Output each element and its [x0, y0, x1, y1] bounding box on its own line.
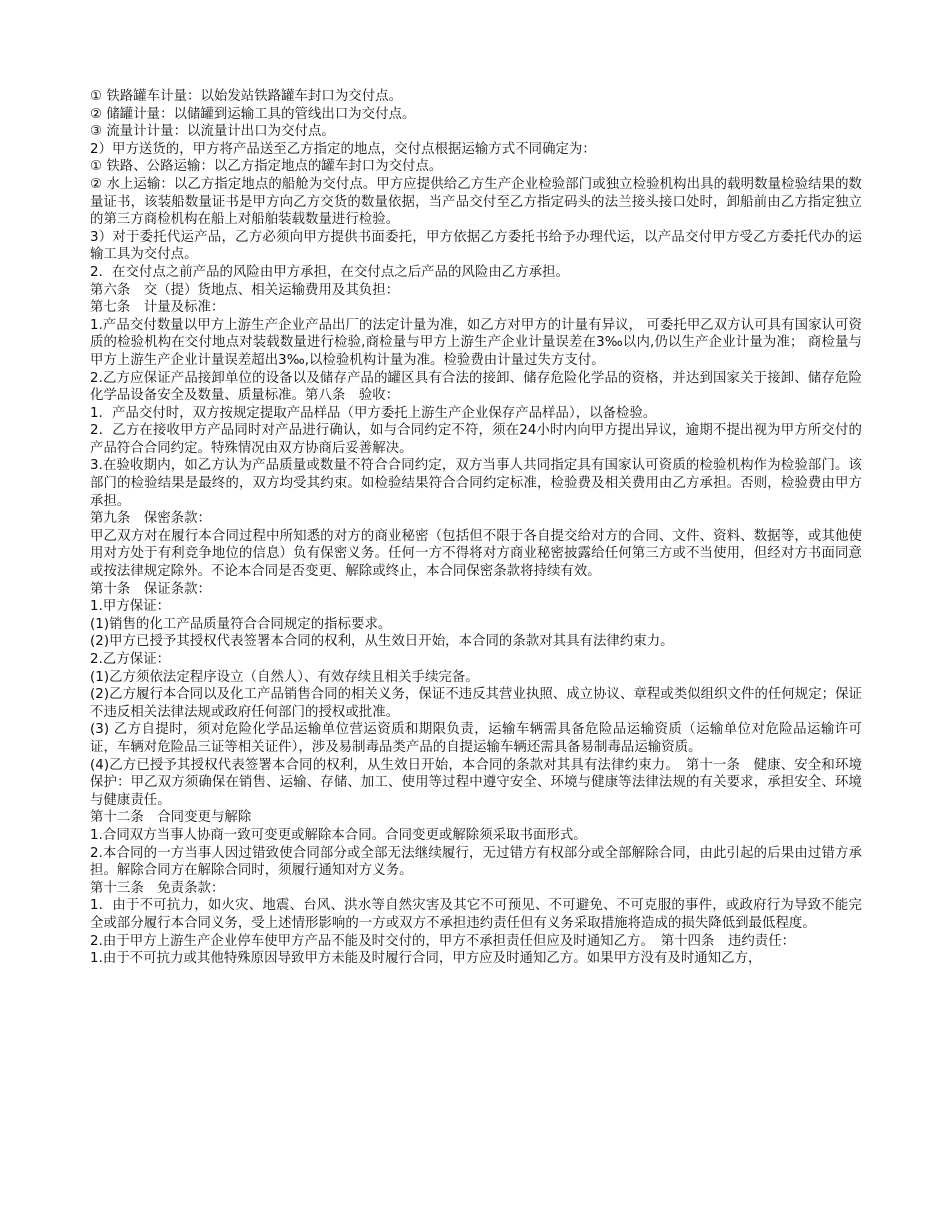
article-6-heading: 第六条 交（提）货地点、相关运输费用及其负担：: [90, 282, 400, 298]
article-13-heading: 第十三条 免责条款：: [90, 880, 225, 896]
party-a-warranty-2: (2)甲方已授予其授权代表签署本合同的权利，从生效日开始，本合同的条款对其具有法律约束力。: [90, 634, 674, 650]
party-b-warranty-4: (4)乙方已授予其授权代表签署本合同的权利，从生效日开始，本合同的条款对其具有法律约束力。 第十一条 健康、安全和环境保护：甲乙双方须确保在销售、运输、存储、加工、使用等过程中遵守安全、环境与健康等法律法规的有关要求，承担安全、环境与健康责任。: [90, 757, 862, 808]
acceptance-paragraph-2: 2．乙方在接收甲方产品同时对产品进行确认，如与合同约定不符，须在24小时内向甲方提出异议，逾期不提出视为甲方所交付的产品符合合同约定。特殊情况由双方协商后妥善解决。: [90, 423, 862, 456]
article-7-heading: 第七条 计量及标准：: [90, 300, 225, 316]
change-paragraph-1: 1.合同双方当事人协商一致可变更或解除本合同。合同变更或解除须采取书面形式。: [90, 827, 587, 843]
article-12-heading: 第十二条 合同变更与解除: [90, 810, 252, 826]
text-line-2: ② 储罐计量：以储罐到运输工具的管线出口为交付点。: [90, 106, 416, 122]
liability-paragraph-1: 1.由于不可抗力或其他特殊原因导致甲方未能及时履行合同，甲方应及时通知乙方。如果甲方没有及时通知乙方，: [90, 951, 762, 967]
consigned-transport-paragraph: 3）对于委托代运产品，乙方必须向甲方提供书面委托，甲方依据乙方委托书给予办理代运，以产品交付甲方受乙方委托代办的运输工具为交付点。: [90, 229, 862, 263]
party-b-warranty-1: (1)乙方须依法定程序设立（自然人）、有效存续且相关手续完备。: [90, 669, 479, 685]
confidentiality-paragraph: 甲乙双方对在履行本合同过程中所知悉的对方的商业秘密（包括但不限于各自提交给对方的合同、文件、资料、数据等，或其他使用对方处于有利竞争地位的信息）负有保密义务。任何一方不得将对方商业秘密披露给任何第三方或不当使用，但经对方书面同意或按法律规定除外。不论本合同是否变更、解除或终止，本合同保密条款将持续有效。: [90, 528, 862, 580]
water-transport-paragraph: ② 水上运输：以乙方指定地点的船舱为交付点。甲方应提供给乙方生产企业检验部门或独立检验机构出具的载明数量检验结果的数量证书，该装船数量证书是甲方向乙方交货的数量依据，当产品交付至乙方指定码头的法兰接头接口处时，卸船前由乙方指定独立的第三方商检机构在船上对船舶装载数量进行检验。: [90, 176, 862, 228]
article-9-heading: 第九条 保密条款：: [90, 511, 211, 527]
contract-page: [90, 88, 862, 968]
acceptance-paragraph-3: 3.在验收期内，如乙方认为产品质量或数量不符合合同约定，双方当事人共同指定具有国家认可资质的检验机构作为检验部门。该部门的检验结果是最终的，双方均受其约束。如检验结果符合合同约定标准，检验费及相关费用由乙方承担。否则，检验费由甲方承担。: [90, 458, 862, 509]
change-paragraph-2: 2.本合同的一方当事人因过错致使合同部分或全部无法继续履行，无过错方有权部分或全部解除合同，由此引起的后果由过错方承担。解除合同方在解除合同时，须履行通知对方义务。: [90, 845, 862, 879]
party-a-warranty-1: (1)销售的化工产品质量符合合同规定的指标要求。: [90, 616, 392, 632]
party-b-warranty-heading: 2.乙方保证：: [90, 652, 171, 667]
article-10-heading: 第十条 保证条款：: [90, 581, 211, 597]
metering-paragraph-2: 2.乙方应保证产品接卸单位的设备以及储存产品的罐区具有合法的接卸、储存危险化学品的资格，并达到国家关于接卸、储存危险化学品设备安全及数量、质量标准。第八条 验收：: [90, 370, 862, 404]
metering-paragraph-1: 1.产品交付数量以甲方上游生产企业产品出厂的法定计量为准，如乙方对甲方的计量有异议， 可委托甲乙双方认可具有国家认可资质的检验机构在交付地点对装载数量进行检验,商检量与甲方上游生产企业计量误差在3‰以内,仍以生产企业计量为准； 商检量与甲方上游生产企业计量误差超出3‰,以检验机构计量为准。检验费由计量过失方支付。: [90, 317, 862, 368]
text-line-4: 2）甲方送货的，甲方将产品送至乙方指定的地点，交付点根据运输方式不同确定为：: [90, 141, 596, 157]
text-line-1: ① 铁路罐车计量：以始发站铁路罐车封口为交付点。: [90, 89, 403, 104]
acceptance-paragraph-1: 1．产品交付时，双方按规定提取产品样品（甲方委托上游生产企业保存产品样品），以备检验。: [90, 405, 657, 421]
party-b-warranty-2: (2)乙方履行本合同以及化工产品销售合同的相关义务，保证不违反其营业执照、成立协议、章程或类似组织文件的任何规定；保证不违反相关法律法规或政府任何部门的授权或批准。: [90, 687, 862, 720]
party-b-warranty-3: (3) 乙方自提时，须对危险化学品运输单位营运资质和期限负责，运输车辆需具备危险品运输资质（运输单位对危险品运输许可证，车辆对危险品三证等相关证件），涉及易制毒品类产品的自提运输车辆还需具备易制毒品运输资质。: [90, 722, 862, 755]
risk-transfer-paragraph: 2．在交付点之前产品的风险由甲方承担，在交付点之后产品的风险由乙方承担。: [90, 264, 569, 280]
text-line-5: ① 铁路、公路运输：以乙方指定地点的罐车封口为交付点。: [90, 159, 443, 175]
exemption-paragraph-2: 2.由于甲方上游生产企业停车使甲方产品不能及时交付的，甲方不承担责任但应及时通知乙方。 第十四条 违约责任：: [90, 933, 796, 949]
party-a-warranty-heading: 1.甲方保证：: [90, 599, 171, 615]
text-line-3: ③ 流量计计量：以流量计出口为交付点。: [90, 124, 335, 140]
exemption-paragraph-1: 1．由于不可抗力，如火灾、地震、台风、洪水等自然灾害及其它不可预见、不可避免、不可克服的事件，或政府行为导致不能完全或部分履行本合同义务，受上述情形影响的一方或双方不承担违约责任但有义务采取措施将造成的损失降低到最低程度。: [90, 898, 862, 931]
